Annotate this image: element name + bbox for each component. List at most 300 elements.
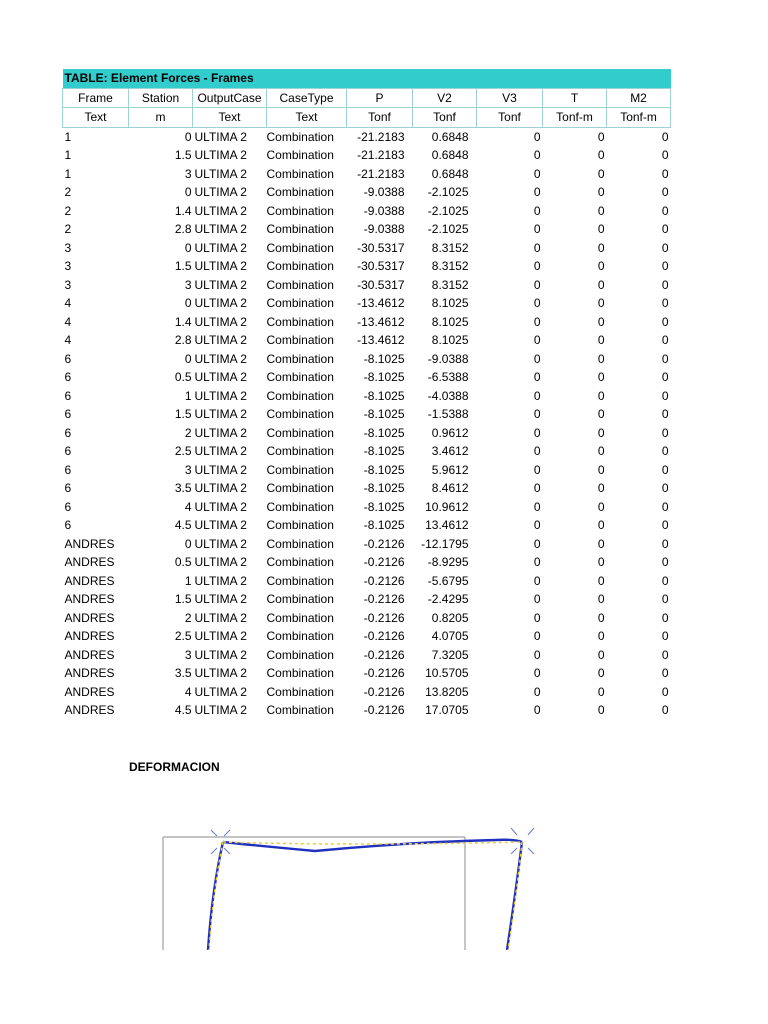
cell-frame: 6 [64,462,72,477]
cell-t: 0 [597,148,605,163]
cell-t: 0 [597,240,605,255]
header-p: P [347,88,413,108]
cell-p: -9.0388 [363,203,405,218]
cell-m2: 0 [661,481,669,496]
table-row [63,368,671,387]
cell-outputcase: ULTIMA 2 [194,388,247,403]
cell-t: 0 [597,610,605,625]
cell-frame: ANDRES [64,536,115,551]
table-row [63,553,671,572]
cell-m2: 0 [661,203,669,218]
cell-t: 0 [597,129,605,144]
cell-station: 4 [184,499,192,514]
table-row [63,405,671,424]
cell-frame: 1 [64,129,72,144]
cell-frame: 4 [64,296,72,311]
cell-frame: 6 [64,481,72,496]
cell-frame: 3 [64,259,72,274]
cell-m2: 0 [661,351,669,366]
cell-outputcase: ULTIMA 2 [194,684,247,699]
cell-p: -9.0388 [363,222,405,237]
cell-casetype: Combination [266,518,334,533]
cell-m2: 0 [661,388,669,403]
table-row [63,683,671,702]
cell-v3: 0 [533,351,541,366]
deformed-beam-overlay [223,842,522,844]
cell-v3: 0 [533,647,541,662]
cell-v2: 0.6848 [431,129,469,144]
cell-frame: 6 [64,407,72,422]
cell-casetype: Combination [266,185,334,200]
cell-v2: 0.6848 [431,148,469,163]
cell-station: 1 [184,573,192,588]
deformed-frame [208,840,522,950]
cell-t: 0 [597,499,605,514]
unit-casetype: Text [267,108,347,128]
cell-v3: 0 [533,185,541,200]
cell-t: 0 [597,462,605,477]
cell-casetype: Combination [266,148,334,163]
cell-outputcase: ULTIMA 2 [194,314,247,329]
cell-v3: 0 [533,240,541,255]
cell-m2: 0 [661,592,669,607]
cell-frame: 2 [64,222,72,237]
cell-m2: 0 [661,185,669,200]
cell-p: -9.0388 [363,185,405,200]
cell-v3: 0 [533,333,541,348]
table-row [63,127,671,146]
cell-m2: 0 [661,444,669,459]
cell-p: -8.1025 [363,481,405,496]
cell-t: 0 [597,703,605,718]
cell-t: 0 [597,444,605,459]
cell-station: 4.5 [174,518,192,533]
cell-p: -0.2126 [363,703,405,718]
cell-p: -8.1025 [363,444,405,459]
cell-outputcase: ULTIMA 2 [194,407,247,422]
cell-m2: 0 [661,647,669,662]
cell-frame: ANDRES [64,573,115,588]
cell-p: -21.2183 [357,166,405,181]
cell-outputcase: ULTIMA 2 [194,333,247,348]
table-row [63,498,671,517]
unit-m2: Tonf-m [607,108,671,128]
header-row [63,88,671,108]
deformed-right-column [507,842,522,950]
cell-station: 0 [184,351,192,366]
table-row [63,220,671,239]
cell-t: 0 [597,388,605,403]
units-row [63,108,671,128]
cell-station: 3.5 [174,481,192,496]
cell-v3: 0 [533,536,541,551]
cell-m2: 0 [661,499,669,514]
cell-outputcase: ULTIMA 2 [194,444,247,459]
cell-p: -8.1025 [363,425,405,440]
cell-casetype: Combination [266,629,334,644]
cell-frame: 3 [64,277,72,292]
cell-station: 1.5 [174,148,192,163]
cell-v2: -1.5388 [427,407,469,422]
cell-casetype: Combination [266,666,334,681]
cell-m2: 0 [661,166,669,181]
cell-v2: 8.1025 [431,333,469,348]
header-station: Station [129,88,193,108]
cell-outputcase: ULTIMA 2 [194,148,247,163]
cell-p: -0.2126 [363,573,405,588]
cell-frame: ANDRES [64,684,115,699]
cell-m2: 0 [661,629,669,644]
cell-t: 0 [597,684,605,699]
cell-station: 3 [184,647,192,662]
cell-casetype: Combination [266,573,334,588]
cell-station: 0 [184,296,192,311]
cell-m2: 0 [661,148,669,163]
cell-frame: ANDRES [64,629,115,644]
cell-outputcase: ULTIMA 2 [194,481,247,496]
cell-frame: 4 [64,314,72,329]
cell-station: 0 [184,536,192,551]
cell-t: 0 [597,629,605,644]
cell-outputcase: ULTIMA 2 [194,666,247,681]
cell-casetype: Combination [266,536,334,551]
cell-frame: 4 [64,333,72,348]
cell-t: 0 [597,407,605,422]
cell-t: 0 [597,425,605,440]
cell-v3: 0 [533,555,541,570]
deformed-beam [223,840,522,851]
unit-frame: Text [63,108,129,128]
table-row [63,516,671,535]
cell-casetype: Combination [266,703,334,718]
table-row [63,202,671,221]
cell-v2: 8.3152 [431,240,469,255]
cell-station: 3 [184,277,192,292]
cell-station: 2 [184,610,192,625]
cell-v2: 4.0705 [431,629,469,644]
cell-v2: 10.5705 [425,666,469,681]
cell-m2: 0 [661,296,669,311]
cell-frame: 2 [64,185,72,200]
cell-v3: 0 [533,296,541,311]
cell-t: 0 [597,314,605,329]
cell-m2: 0 [661,222,669,237]
cell-casetype: Combination [266,259,334,274]
cell-m2: 0 [661,407,669,422]
cell-v3: 0 [533,388,541,403]
cell-p: -8.1025 [363,407,405,422]
cell-v2: 10.9612 [425,499,469,514]
cell-v3: 0 [533,462,541,477]
cell-m2: 0 [661,240,669,255]
cell-t: 0 [597,555,605,570]
cell-outputcase: ULTIMA 2 [194,573,247,588]
cell-v3: 0 [533,203,541,218]
cell-outputcase: ULTIMA 2 [194,592,247,607]
table-row [63,701,671,720]
cell-casetype: Combination [266,296,334,311]
cell-casetype: Combination [266,592,334,607]
table-row [63,424,671,443]
cell-v2: -9.0388 [427,351,469,366]
cell-outputcase: ULTIMA 2 [194,277,247,292]
cell-frame: 6 [64,388,72,403]
cell-p: -0.2126 [363,610,405,625]
cell-casetype: Combination [266,166,334,181]
cell-v2: 8.3152 [431,277,469,292]
cell-outputcase: ULTIMA 2 [194,370,247,385]
cell-outputcase: ULTIMA 2 [194,259,247,274]
cell-v3: 0 [533,277,541,292]
cell-v3: 0 [533,166,541,181]
cell-station: 0.5 [174,370,192,385]
cell-station: 1 [184,388,192,403]
cell-casetype: Combination [266,203,334,218]
cell-v3: 0 [533,629,541,644]
cell-p: -13.4612 [357,333,405,348]
cell-station: 1.5 [174,407,192,422]
header-frame: Frame [63,88,129,108]
table-row [63,572,671,591]
table-row [63,627,671,646]
cell-t: 0 [597,296,605,311]
cell-casetype: Combination [266,314,334,329]
cell-m2: 0 [661,462,669,477]
cell-p: -0.2126 [363,629,405,644]
cell-station: 1.4 [174,203,192,218]
cell-v3: 0 [533,610,541,625]
cell-casetype: Combination [266,277,334,292]
cell-m2: 0 [661,129,669,144]
cell-frame: ANDRES [64,647,115,662]
cell-t: 0 [597,259,605,274]
cell-outputcase: ULTIMA 2 [194,351,247,366]
cell-casetype: Combination [266,647,334,662]
cell-outputcase: ULTIMA 2 [194,555,247,570]
cell-v3: 0 [533,259,541,274]
cell-v2: 8.1025 [431,296,469,311]
cell-m2: 0 [661,684,669,699]
cell-m2: 0 [661,277,669,292]
cell-casetype: Combination [266,499,334,514]
cell-station: 4 [184,684,192,699]
cell-station: 2.8 [174,333,192,348]
cell-station: 4.5 [174,703,192,718]
cell-v3: 0 [533,444,541,459]
cell-station: 1.5 [174,259,192,274]
table-row [63,257,671,276]
cell-v2: 3.4612 [431,444,469,459]
cell-casetype: Combination [266,555,334,570]
table-title-row [63,69,671,88]
cell-v2: 8.3152 [431,259,469,274]
cell-p: -8.1025 [363,499,405,514]
cell-frame: ANDRES [64,592,115,607]
cell-outputcase: ULTIMA 2 [194,536,247,551]
table-row [63,183,671,202]
cell-t: 0 [597,277,605,292]
cell-v2: 13.4612 [425,518,469,533]
cell-v3: 0 [533,684,541,699]
cell-v3: 0 [533,370,541,385]
cell-v3: 0 [533,129,541,144]
cell-casetype: Combination [266,407,334,422]
cell-m2: 0 [661,573,669,588]
header-outputcase: OutputCase [193,88,267,108]
cell-v2: 5.9612 [431,462,469,477]
cell-frame: ANDRES [64,610,115,625]
cell-p: -0.2126 [363,555,405,570]
cell-frame: ANDRES [64,703,115,718]
table-row [63,239,671,258]
cell-v3: 0 [533,407,541,422]
cell-v2: -12.1795 [421,536,469,551]
cell-v2: 8.1025 [431,314,469,329]
header-v2: V2 [413,88,477,108]
cell-outputcase: ULTIMA 2 [194,703,247,718]
cell-station: 1.4 [174,314,192,329]
cell-station: 0 [184,185,192,200]
table-title: TABLE: Element Forces - Frames [63,69,671,88]
unit-station: m [129,108,193,128]
cell-frame: 6 [64,351,72,366]
cell-v3: 0 [533,518,541,533]
cell-v2: -2.1025 [427,222,469,237]
cell-v2: -2.1025 [427,203,469,218]
cell-outputcase: ULTIMA 2 [194,610,247,625]
cell-casetype: Combination [266,425,334,440]
cell-frame: 6 [64,444,72,459]
cell-v3: 0 [533,314,541,329]
cell-outputcase: ULTIMA 2 [194,462,247,477]
deformation-label: DEFORMACION [129,760,220,774]
cell-outputcase: ULTIMA 2 [194,222,247,237]
cell-frame: 1 [64,148,72,163]
unit-v2: Tonf [413,108,477,128]
table-row [63,461,671,480]
cell-v2: 0.6848 [431,166,469,181]
table-row [63,646,671,665]
cell-m2: 0 [661,518,669,533]
table-row [63,146,671,165]
cell-t: 0 [597,203,605,218]
cell-outputcase: ULTIMA 2 [194,647,247,662]
cell-casetype: Combination [266,370,334,385]
cell-outputcase: ULTIMA 2 [194,185,247,200]
cell-station: 1.5 [174,592,192,607]
cell-casetype: Combination [266,444,334,459]
cell-station: 3 [184,166,192,181]
header-m2: M2 [607,88,671,108]
cell-m2: 0 [661,314,669,329]
cell-station: 2.8 [174,222,192,237]
cell-v3: 0 [533,573,541,588]
cell-p: -0.2126 [363,647,405,662]
deformed-left-column-overlay [209,842,223,950]
cell-casetype: Combination [266,351,334,366]
cell-p: -30.5317 [357,277,405,292]
unit-t: Tonf-m [543,108,607,128]
cell-p: -30.5317 [357,240,405,255]
cell-m2: 0 [661,370,669,385]
table-row [63,313,671,332]
cell-station: 2.5 [174,629,192,644]
cell-p: -13.4612 [357,296,405,311]
cell-v2: 0.9612 [431,425,469,440]
cell-casetype: Combination [266,129,334,144]
cell-m2: 0 [661,536,669,551]
cell-v2: -5.6795 [427,573,469,588]
cell-t: 0 [597,481,605,496]
table-row [63,350,671,369]
table-row [63,609,671,628]
cell-casetype: Combination [266,388,334,403]
cell-t: 0 [597,518,605,533]
table-row [63,331,671,350]
cell-casetype: Combination [266,481,334,496]
cell-p: -13.4612 [357,314,405,329]
cell-p: -8.1025 [363,518,405,533]
cell-frame: 6 [64,518,72,533]
element-forces-sheet [62,69,670,720]
cell-t: 0 [597,222,605,237]
cell-m2: 0 [661,425,669,440]
cell-p: -8.1025 [363,351,405,366]
cell-outputcase: ULTIMA 2 [194,129,247,144]
header-t: T [543,88,607,108]
cell-m2: 0 [661,333,669,348]
cell-m2: 0 [661,666,669,681]
cell-m2: 0 [661,703,669,718]
cell-station: 3.5 [174,666,192,681]
cell-station: 0.5 [174,555,192,570]
table-row [63,664,671,683]
cell-m2: 0 [661,259,669,274]
cell-outputcase: ULTIMA 2 [194,629,247,644]
cell-frame: 6 [64,425,72,440]
cell-v3: 0 [533,481,541,496]
cell-t: 0 [597,647,605,662]
cell-casetype: Combination [266,240,334,255]
cell-v2: -6.5388 [427,370,469,385]
cell-t: 0 [597,185,605,200]
cell-p: -21.2183 [357,148,405,163]
unit-p: Tonf [347,108,413,128]
cell-frame: 1 [64,166,72,181]
cell-p: -0.2126 [363,592,405,607]
cell-p: -8.1025 [363,388,405,403]
cell-station: 2.5 [174,444,192,459]
cell-p: -30.5317 [357,259,405,274]
cell-t: 0 [597,666,605,681]
cell-frame: 2 [64,203,72,218]
cell-outputcase: ULTIMA 2 [194,166,247,181]
cell-frame: ANDRES [64,666,115,681]
cell-frame: 6 [64,499,72,514]
cell-outputcase: ULTIMA 2 [194,425,247,440]
cell-frame: 3 [64,240,72,255]
header-casetype: CaseType [267,88,347,108]
cell-casetype: Combination [266,684,334,699]
cell-p: -21.2183 [357,129,405,144]
cell-m2: 0 [661,555,669,570]
cell-v3: 0 [533,425,541,440]
cell-v3: 0 [533,222,541,237]
table-row [63,387,671,406]
cell-p: -8.1025 [363,370,405,385]
cell-v2: 17.0705 [425,703,469,718]
cell-t: 0 [597,592,605,607]
